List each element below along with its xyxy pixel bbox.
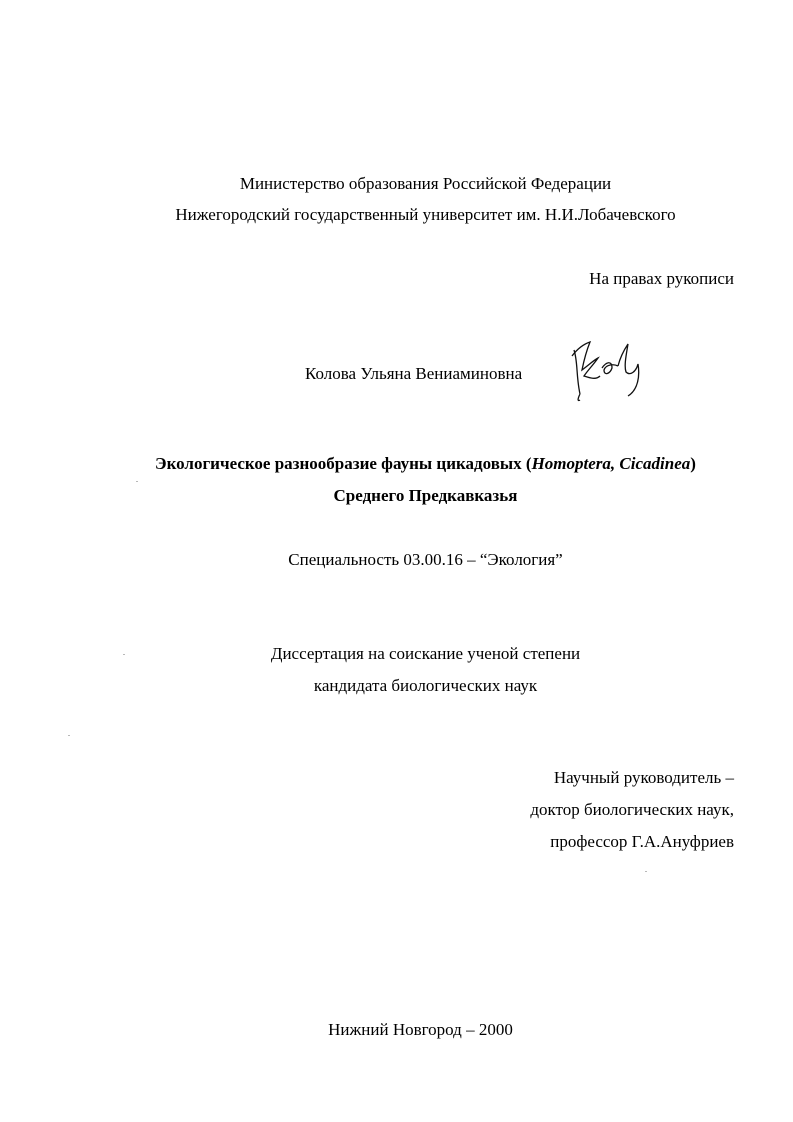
taxon-cicadinea: Cicadinea: [619, 454, 691, 473]
ministry-line: Министерство образования Российской Федерации: [239, 174, 612, 193]
scan-speck: [68, 735, 70, 736]
thesis-title-line1: [0, 454, 793, 474]
dissertation-line2: кандидата биологических наук: [313, 676, 538, 695]
scan-speck: [136, 481, 138, 482]
dissertation-line1: Диссертация на соискание ученой степени: [270, 644, 581, 663]
scan-speck: [123, 654, 125, 655]
university-line: Нижегородский государственный университет им. Н.И.Лобачевского: [175, 205, 676, 224]
author-signature: [568, 336, 648, 406]
supervisor-line1: Научный руководитель –: [553, 768, 734, 787]
thesis-title-line2: Среднего Предкавказья: [333, 486, 518, 505]
specialty-line: Специальность 03.00.16 – “Экология”: [288, 550, 563, 569]
title-text: Экологическое разнообразие фауны цикадовых (: [155, 454, 532, 473]
title-close-paren: ): [690, 454, 696, 473]
city-year-line: Нижний Новгород – 2000: [328, 1020, 513, 1039]
manuscript-note: На правах рукописи: [589, 269, 734, 288]
scan-speck: [645, 871, 647, 872]
supervisor-line3: профессор Г.А.Ануфриев: [550, 832, 734, 851]
author-name: Колова Ульяна Вениаминовна: [305, 364, 523, 383]
taxon-homoptera: Homoptera,: [531, 454, 616, 473]
supervisor-line2: доктор биологических наук,: [530, 800, 734, 819]
